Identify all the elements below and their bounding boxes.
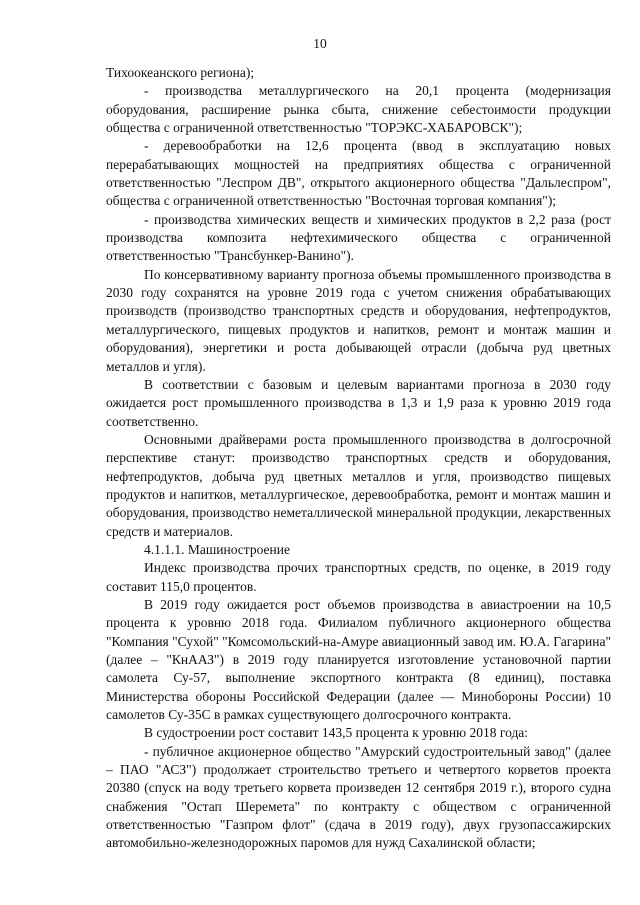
- page-number: 10: [313, 36, 327, 51]
- section-heading-machine-building: 4.1.1.1. Машиностроение: [144, 541, 290, 557]
- document-body: [106, 64, 611, 853]
- list-item-woodworking: - деревообработки на 12,6 процента (ввод в эксплуатацию новых перерабатывающих мощностей на предприятиях общества с ограниченной ответственностью "Леспром ДВ", открытого акционерного общества "Дальлеспром", общества с ограниченной ответственностью "Восточная торговая компания");: [106, 138, 611, 209]
- paragraph-base-target-scenarios: В соответствии с базовым и целевым вариантами прогноза в 2030 году ожидается рост промышленного производства в 1,3 и 1,9 раза к уровню 2019 года соответственно.: [106, 376, 611, 429]
- paragraph-transport-index: Индекс производства прочих транспортных средств, по оценке, в 2019 году составит 115,0 процентов.: [106, 560, 611, 594]
- paragraph-continuation: Тихоокеанского региона);: [106, 65, 255, 80]
- list-item-asz: - публичное акционерное общество "Амурский судостроительный завод" (далее – ПАО "АСЗ") продолжает строительство третьего и четвертого корветов проекта 20380 (спуск на воду третьего корвета произведен 12 сентября 2019 г.), второго судна снабжения "Остап Шеремета" по контракту с обществом с ограниченной ответственностью "Газпром флот" (сдача в 2019 году), двух грузопассажирских автомобильно-железнодорожных паромов для нужд Сахалинской области;: [106, 743, 611, 851]
- paragraph-shipbuilding: В судостроении рост составит 143,5 процента к уровню 2018 года:: [144, 725, 529, 741]
- paragraph-growth-drivers: Основными драйверами роста промышленного производства в долгосрочной перспективе станут: производство транспортных средств и оборудования, нефтепродуктов, добыча руд цветных металлов и угля, производство пищевых продуктов и напитков, металлургическое, деревообработка, ремонт и монтаж машин и оборудования, производство неметаллической минеральной продукции, лекарственных средств и материалов.: [106, 431, 611, 539]
- list-item-metallurgy: - производства металлургического на 20,1 процента (модернизация оборудования, расширение рынка сбыта, снижение себестоимости продукции общества с ограниченной ответственностью "ТОРЭКС-ХАБАРОВСК");: [106, 83, 611, 136]
- list-item-chemicals: - производства химических веществ и химических продуктов в 2,2 раза (рост производства композита нефтехимического общества с ограниченной ответственностью "Трансбункер-Ванино").: [106, 211, 611, 264]
- paragraph-aircraft: В 2019 году ожидается рост объемов производства в авиастроении на 10,5 процента к уровню 2018 года. Филиалом публичного акционерного общества "Компания "Сухой" "Комсомольский-на-Амуре авиационный завод им. Ю.А. Гагарина" (далее – "КнААЗ") в 2019 году планируется изготовление установочной партии самолета Су-57, выполнение экспортного контракта (8 единиц), поставка Министерства обороны Российской Федерации (далее — Минобороны России) 10 самолетов Су-35С в рамках существующего долгосрочного контракта.: [106, 596, 611, 723]
- paragraph-conservative-scenario: По консервативному варианту прогноза объемы промышленного производства в 2030 году сохранятся на уровне 2019 года с учетом снижения обрабатывающих производств (производство транспортных средств и оборудования, нефтепродуктов, металлургического, пищевых продуктов и напитков, ремонт и монтаж машин и оборудования), энергетики и роста добывающей отрасли (добыча руд цветных металлов и угля).: [106, 266, 611, 374]
